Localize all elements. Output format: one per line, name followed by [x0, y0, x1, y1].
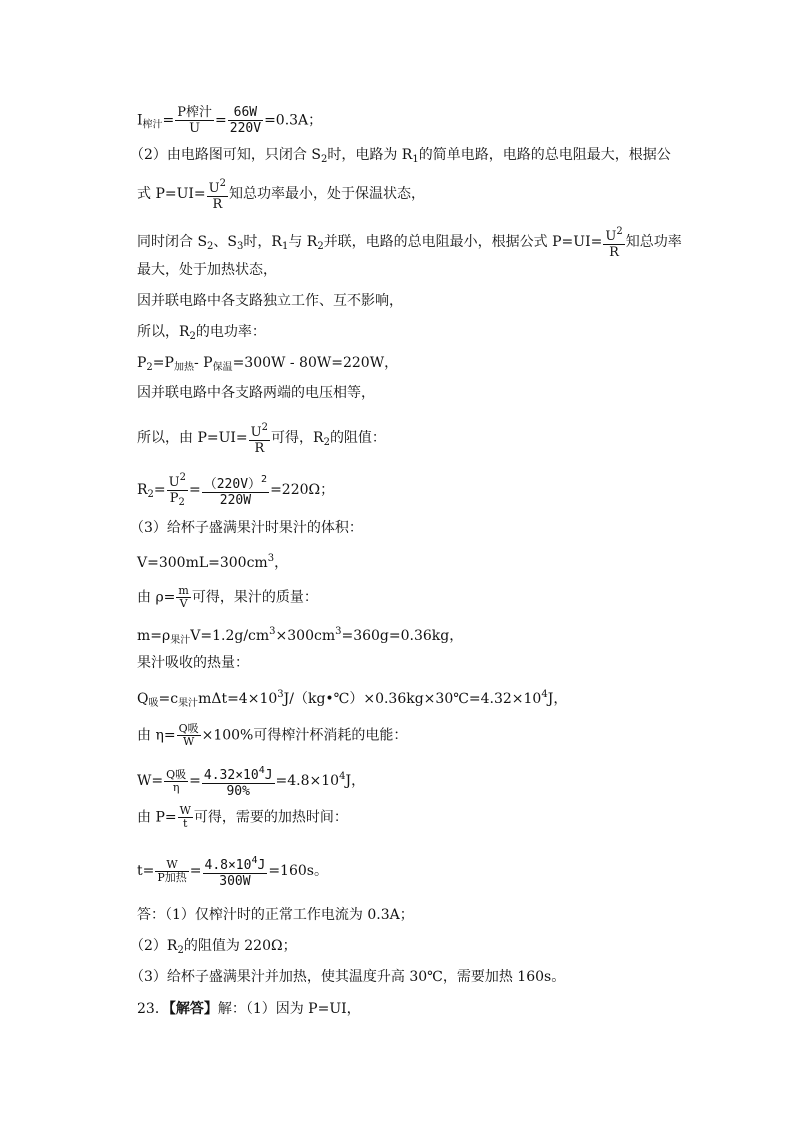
eq-current-juicing: $I_{榨汁}=$ $\frac{\text{P榨汁}}{U}$ = $\frac{66W}{220V}$ =0.3A；	[137, 105, 323, 136]
parallel-heating: 同时闭合 $S_2$、$S_3$时，$R_1$与 $R_2$并联，电路的总电阻最小，根据公式 P=UI= $\frac{U^2}{R}$ 知总功率	[137, 226, 682, 260]
part3-intro: （3）给杯子盛满果汁时果汁的体积：	[130, 520, 363, 536]
formula-r2: 所以，由 P=UI= $\frac{U^2}{R}$ 可得，$R_2$的阻值：	[137, 422, 386, 456]
eq-r2-value: $R_2=$ $\frac{U^2}{P_2}$ = $\frac{(220V)^2}{220W}$ =220Ω；	[137, 472, 335, 508]
eq-heat: $Q_吸=c_{果汁}m\Delta t=4\times 10^3J/(kg•℃)\times 0.36kg\times 30℃=4.32\times 10^4J$，	[137, 689, 568, 709]
answer-2: $(2)R_2$的阻值为 220Ω；	[130, 938, 297, 956]
text-line: 最大，处于加热状态，	[137, 262, 277, 278]
formula-time: 由 P= $\frac{W}{t}$ 可得，需要的加热时间：	[137, 804, 348, 830]
eq-volume: $V=300mL=300cm^3$，	[137, 553, 289, 571]
formula-density: 由 ρ= $\frac{m}{V}$ 可得，果汁的质量：	[137, 584, 318, 610]
text-line: 果汁吸收的热量：	[137, 655, 249, 671]
answer-1: 答：（1）仅榨汁时的正常工作电流为 0.3A；	[137, 907, 414, 923]
text-line: 因并联电路中各支路两端的电压相等，	[137, 385, 375, 401]
part2-intro: （2）由电路图可知，只闭合 $S_2$时，电路为 $R_1$的简单电路，电路的总电阻最大，根据公	[130, 147, 671, 165]
question-23-start: 23．【解答】解：（1）因为 P=UI，	[137, 1001, 361, 1017]
text-line: 因并联电路中各支路独立工作、互不影响，	[137, 293, 403, 309]
eq-time: t= $\frac{W}{\text{P加热}}$ = $\frac{4.8\times 10^4J}{300W}$ =160s。	[137, 855, 328, 889]
answer-3: （3）给杯子盛满果汁并加热，使其温度升高 30℃，需要加热 160s。	[130, 969, 566, 985]
formula-efficiency: 由 η= $\frac{\text{Q吸}}{W}$ ×100%可得榨汁杯消耗的电能：	[137, 722, 408, 748]
eq-mass: $m=\rho_{果汁}V=1.2g/cm^3\times 300cm^3=360g=0.36kg$，	[137, 626, 464, 646]
formula-keep-warm: 式 P=UI= $\frac{U^2}{R}$ 知总功率最小，处于保温状态，	[137, 178, 426, 212]
eq-p2: $P_2=P_{加热}-$ $P_{保温}=300W - 80W=220W$，	[137, 355, 399, 373]
eq-energy: W= $\frac{\text{Q吸}}{\eta}$ = $\frac{4.32\times 10^4J}{90\%}$ $=4.8\times 10^4J$，	[137, 765, 366, 799]
text-line: 所以，$R_2$的电功率：	[137, 324, 266, 342]
